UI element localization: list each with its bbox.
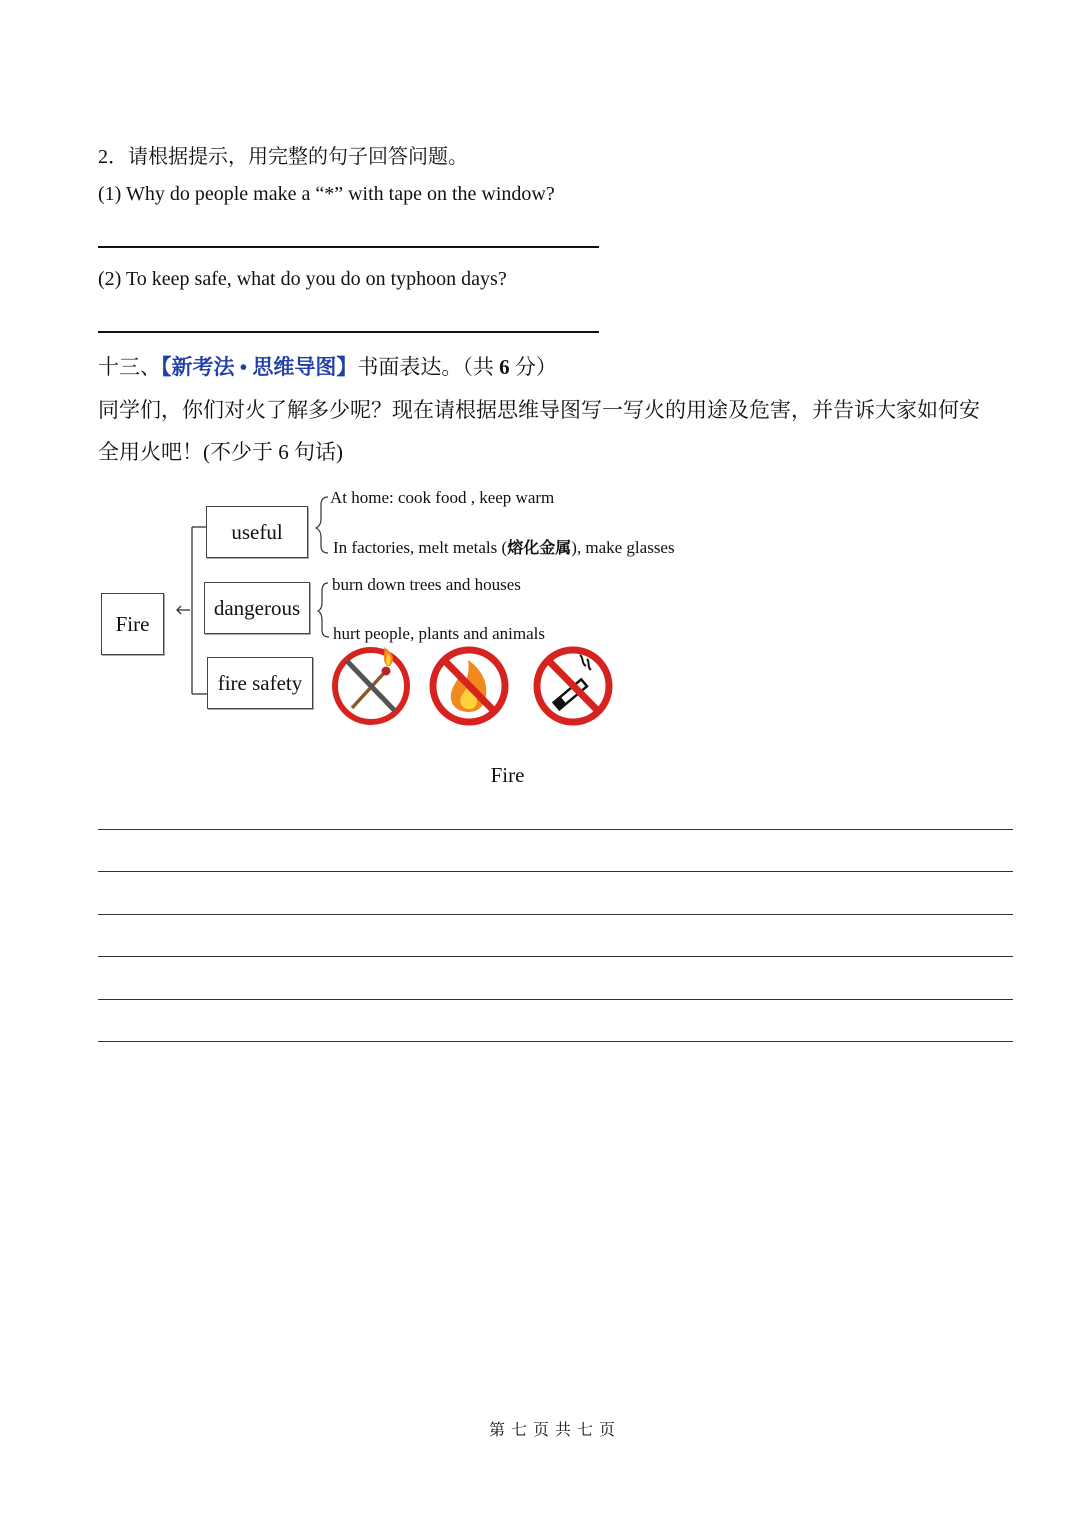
score-close: 分） [509, 355, 557, 379]
page-footer: 第七页共七页 [488, 1422, 621, 1439]
writing-line-4[interactable] [98, 956, 1013, 957]
section-number: 十三、 [98, 355, 161, 379]
dangerous-detail-burn: burn down trees and houses [332, 575, 521, 594]
score-open: （共 [462, 355, 500, 379]
writing-line-1[interactable] [98, 829, 1013, 830]
detail-factories-chinese: 熔化金属 [507, 538, 572, 557]
mindmap-branch-dangerous [204, 582, 310, 634]
writing-line-6[interactable] [98, 1041, 1013, 1042]
useful-detail-home: At home: cook food , keep warm [330, 488, 555, 507]
detail-factories-b: ), make glasses [571, 538, 675, 557]
prompt-line-2: 全用火吧！(不少于 6 句话) [98, 440, 343, 464]
question-2-instruction: 2．请根据提示，用完整的句子回答问题。 [98, 146, 468, 168]
section-title-text: 书面表达。 [357, 355, 463, 379]
essay-title: Fire [490, 763, 525, 787]
prompt-line-1: 同学们，你们对火了解多少呢？现在请根据思维导图写一写火的用途及危害，并告诉大家如何安 [98, 398, 980, 422]
mindmap-root-label: Fire [115, 611, 150, 636]
dangerous-detail-hurt: hurt people, plants and animals [333, 624, 545, 643]
mindmap-branch-fire-safety [207, 657, 313, 709]
useful-detail-factories [333, 535, 675, 558]
section-tag: 【新考法 • 思维导图】 [161, 355, 358, 379]
question-2-sub1: (1) Why do people make a “*” with tape on the window? [98, 183, 555, 205]
question-2-sub2: (2) To keep safe, what do you do on typhoon days? [98, 268, 507, 290]
no-matches-icon [330, 646, 414, 728]
mindmap-branch-useful [206, 506, 308, 558]
branch-label-fire-safety: fire safety [217, 670, 303, 695]
score-number: 6 [499, 355, 510, 379]
no-smoking-icon [532, 646, 616, 728]
detail-factories-a: In factories, melt metals ( [333, 538, 508, 557]
writing-line-3[interactable] [98, 914, 1013, 915]
branch-label-useful: useful [231, 519, 283, 544]
branch-label-dangerous: dangerous [213, 595, 301, 620]
writing-line-2[interactable] [98, 871, 1013, 872]
no-open-flame-icon [428, 646, 512, 728]
writing-line-5[interactable] [98, 999, 1013, 1000]
